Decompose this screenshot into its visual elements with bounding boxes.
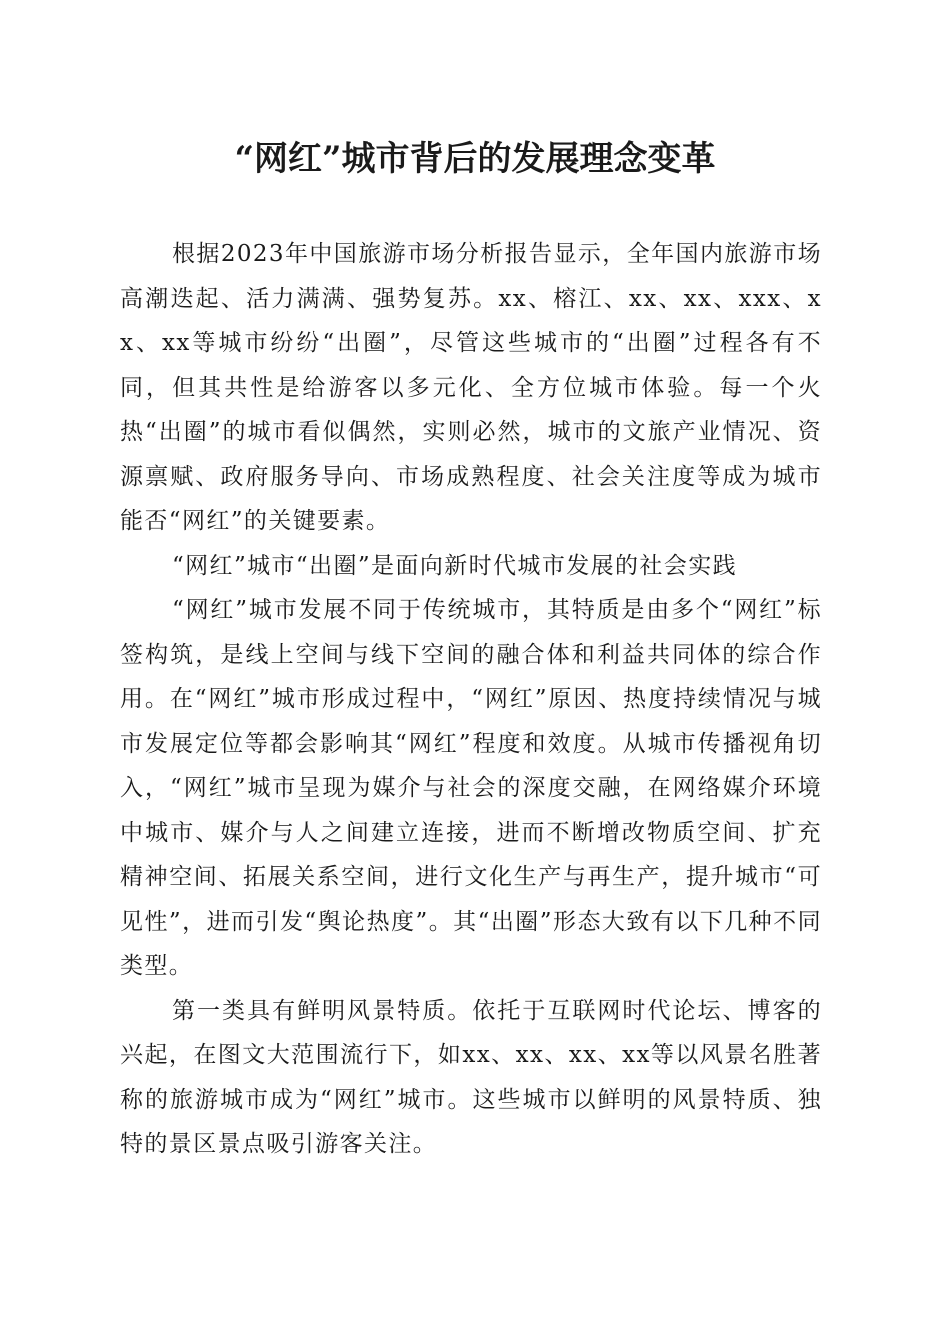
document-title: “网红”城市背后的发展理念变革 (234, 139, 716, 179)
section-heading: “网红”城市“出圈”是面向新时代城市发展的社会实践 (172, 552, 738, 579)
paragraph-intro: 根据2023年中国旅游市场分析报告显示，全年国内旅游市场高潮迭起、活力满满、强势复苏。xx、榕江、xx、xx、xxx、xx、xx等城市纷纷“出圈”，尽管这些城市的“出圈”过程各有不同，但其共性是给游客以多元化、全方位城市体验。每一个火热“出圈”的城市看似偶然，实则必然，城市的文旅产业情况、资源禀赋、政府服务导向、市场成熟程度、社会关注度等成为城市能否“网红”的关键要素。 (120, 241, 822, 534)
paragraph-type-one: 第一类具有鲜明风景特质。依托于互联网时代论坛、博客的兴起，在图文大范围流行下，如xx、xx、xx、xx等以风景名胜著称的旅游城市成为“网红”城市。这些城市以鲜明的风景特质、独特的景区景点吸引游客关注。 (120, 997, 822, 1157)
paragraph-analysis: “网红”城市发展不同于传统城市，其特质是由多个“网红”标签构筑，是线上空间与线下空间的融合体和利益共同体的综合作用。在“网红”城市形成过程中，“网红”原因、热度持续情况与城市发展定位等都会影响其“网红”程度和效度。从城市传播视角切入，“网红”城市呈现为媒介与社会的深度交融，在网络媒介环境中城市、媒介与人之间建立连接，进而不断增改物质空间、扩充精神空间、拓展关系空间，进行文化生产与再生产，提升城市“可见性”，进而引发“舆论热度”。其“出圈”形态大致有以下几种不同类型。 (120, 597, 822, 979)
document-body (120, 232, 822, 1167)
